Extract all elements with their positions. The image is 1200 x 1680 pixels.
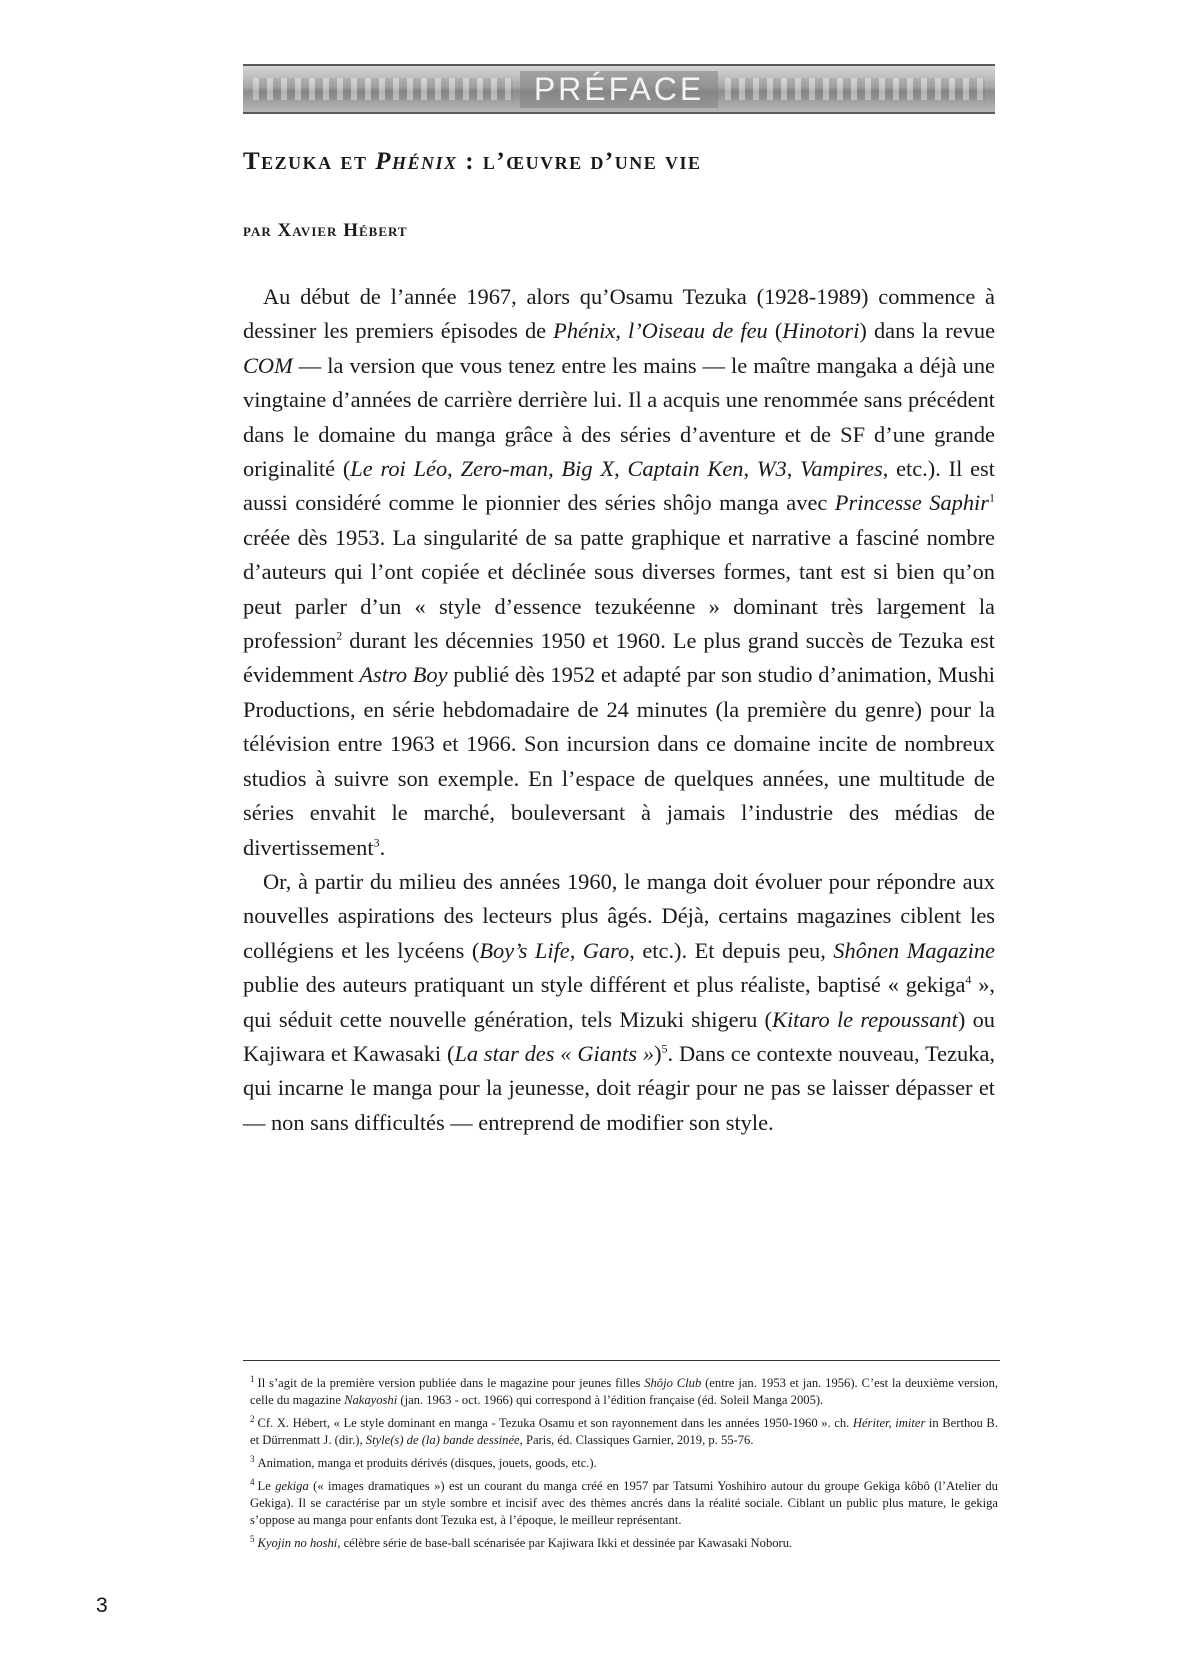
footnote-ref-1[interactable]: 1 (988, 490, 995, 505)
footnote-5: $^5$ Kyojin no hoshi, célèbre série de base-ball scénarisée par Kajiwara Ikki et dessinée par Kawasaki Noboru. (250, 1533, 793, 1550)
footnote-3: $^3$ Animation, manga et produits dérivés (disques, jouets, goods, etc.). (250, 1453, 597, 1470)
footnote-ref-3[interactable]: 3 (373, 835, 380, 850)
body-text (243, 280, 995, 1140)
footnote-ref-2[interactable]: 2 (336, 628, 343, 643)
article-title: Tezuka et Phénix : l’œuvre d’une vie (243, 148, 702, 175)
paragraph-1: Au début de l’année 1967, alors qu’Osamu Tezuka (1928-1989) commence à dessiner les premiers épisodes de Phénix, l’Oiseau de feu (Hinotori) dans la revue COM — la version que vous tenez entre les mains — le maître mangaka a déjà une vingtaine d’années de carrière derrière lui. Il a acquis une renommée sans précédent dans le domaine du manga grâce à des séries d’aventure et de SF d’une grande originalité (Le roi Léo, Zero-man, Big X, Captain Ken, W3, Vampires, etc.). Il est aussi considéré comme le pionnier des séries shôjo manga avec Princesse Saphir$^1$ créée dès 1953. La singularité de sa patte graphique et narrative a fasciné nombre d’auteurs qui l’ont copiée et déclinée sous diverses formes, tant est si bien qu’on peut parler d’un « style d’essence tezukéenne » dominant très largement la profession$^2$ durant les décennies 1950 et 1960. Le plus grand succès de Tezuka est évidemment Astro Boy publié dès 1952 et adapté par son studio d’animation, Mushi Productions, en série hebdomadaire de 24 minutes (la première du genre) pour la télévision entre 1963 et 1966. Son incursion dans ce domaine incite de nombreux studios à suivre son exemple. En l’espace de quelques années, une multitude de séries envahit le marché, bouleversant à jamais l’industrie des médias de divertissement$^3$. (243, 284, 996, 860)
paragraph-2: Or, à partir du milieu des années 1960, le manga doit évoluer pour répondre aux nouvelles aspirations des lecteurs plus âgés. Déjà, certains magazines ciblent les collégiens et les lycéens (Boy’s Life, Garo, etc.). Et depuis peu, Shônen Magazine publie des auteurs pratiquant un style différent et plus réaliste, baptisé « gekiga$^4$ », qui séduit cette nouvelle génération, tels Mizuki shigeru (Kitaro le repoussant) ou Kajiwara et Kawasaki (La star des « Giants »)$^5$. Dans ce contexte nouveau, Tezuka, qui incarne le manga pour la jeunesse, doit réagir pour ne pas se laisser dépasser et — non sans difficultés — entreprend de modifier son style. (243, 868, 995, 1135)
footnote-4: $^4$ Le gekiga (« images dramatiques ») est un courant du manga créé en 1957 par Tatsumi Yoshihiro autour du groupe Gekiga kôbô (l’Atelier du Gekiga). Il se caractérise par un style sombre et incisif avec des thèmes ancrés dans la réalité sociale. Ciblant un public plus mature, le gekiga s’oppose au manga pour enfants dont Tezuka est, à l’époque, le meilleur représentant. (250, 1476, 998, 1527)
footnote-ref-4[interactable]: 4 (965, 972, 972, 987)
article-author: par Xavier Hébert (243, 220, 408, 241)
footnote-1: $^1$ Il s’agit de la première version publiée dans le magazine pour jeunes filles Shôjo Club (entre jan. 1953 et jan. 1956). C’est la deuxième version, celle du magazine Nakayoshi (jan. 1963 - oct. 1966) qui correspond à l’édition française (éd. Soleil Manga 2005). (250, 1373, 999, 1407)
page-number: 3 (96, 1594, 108, 1617)
footnote-ref-5[interactable]: 5 (661, 1041, 668, 1056)
footnote-divider (243, 1360, 1000, 1361)
section-label: PRÉFACE (520, 71, 718, 108)
section-banner (243, 64, 995, 114)
footnote-2: $^2$ Cf. X. Hébert, « Le style dominant en manga - Tezuka Osamu et son rayonnement dans les années 1950-1960 ». ch. Hériter, imiter in Berthou B. et Dürrenmatt J. (dir.), Style(s) de (la) bande dessinée, Paris, éd. Classiques Garnier, 2019, p. 55-76. (250, 1413, 998, 1447)
footnotes (250, 1375, 998, 1558)
